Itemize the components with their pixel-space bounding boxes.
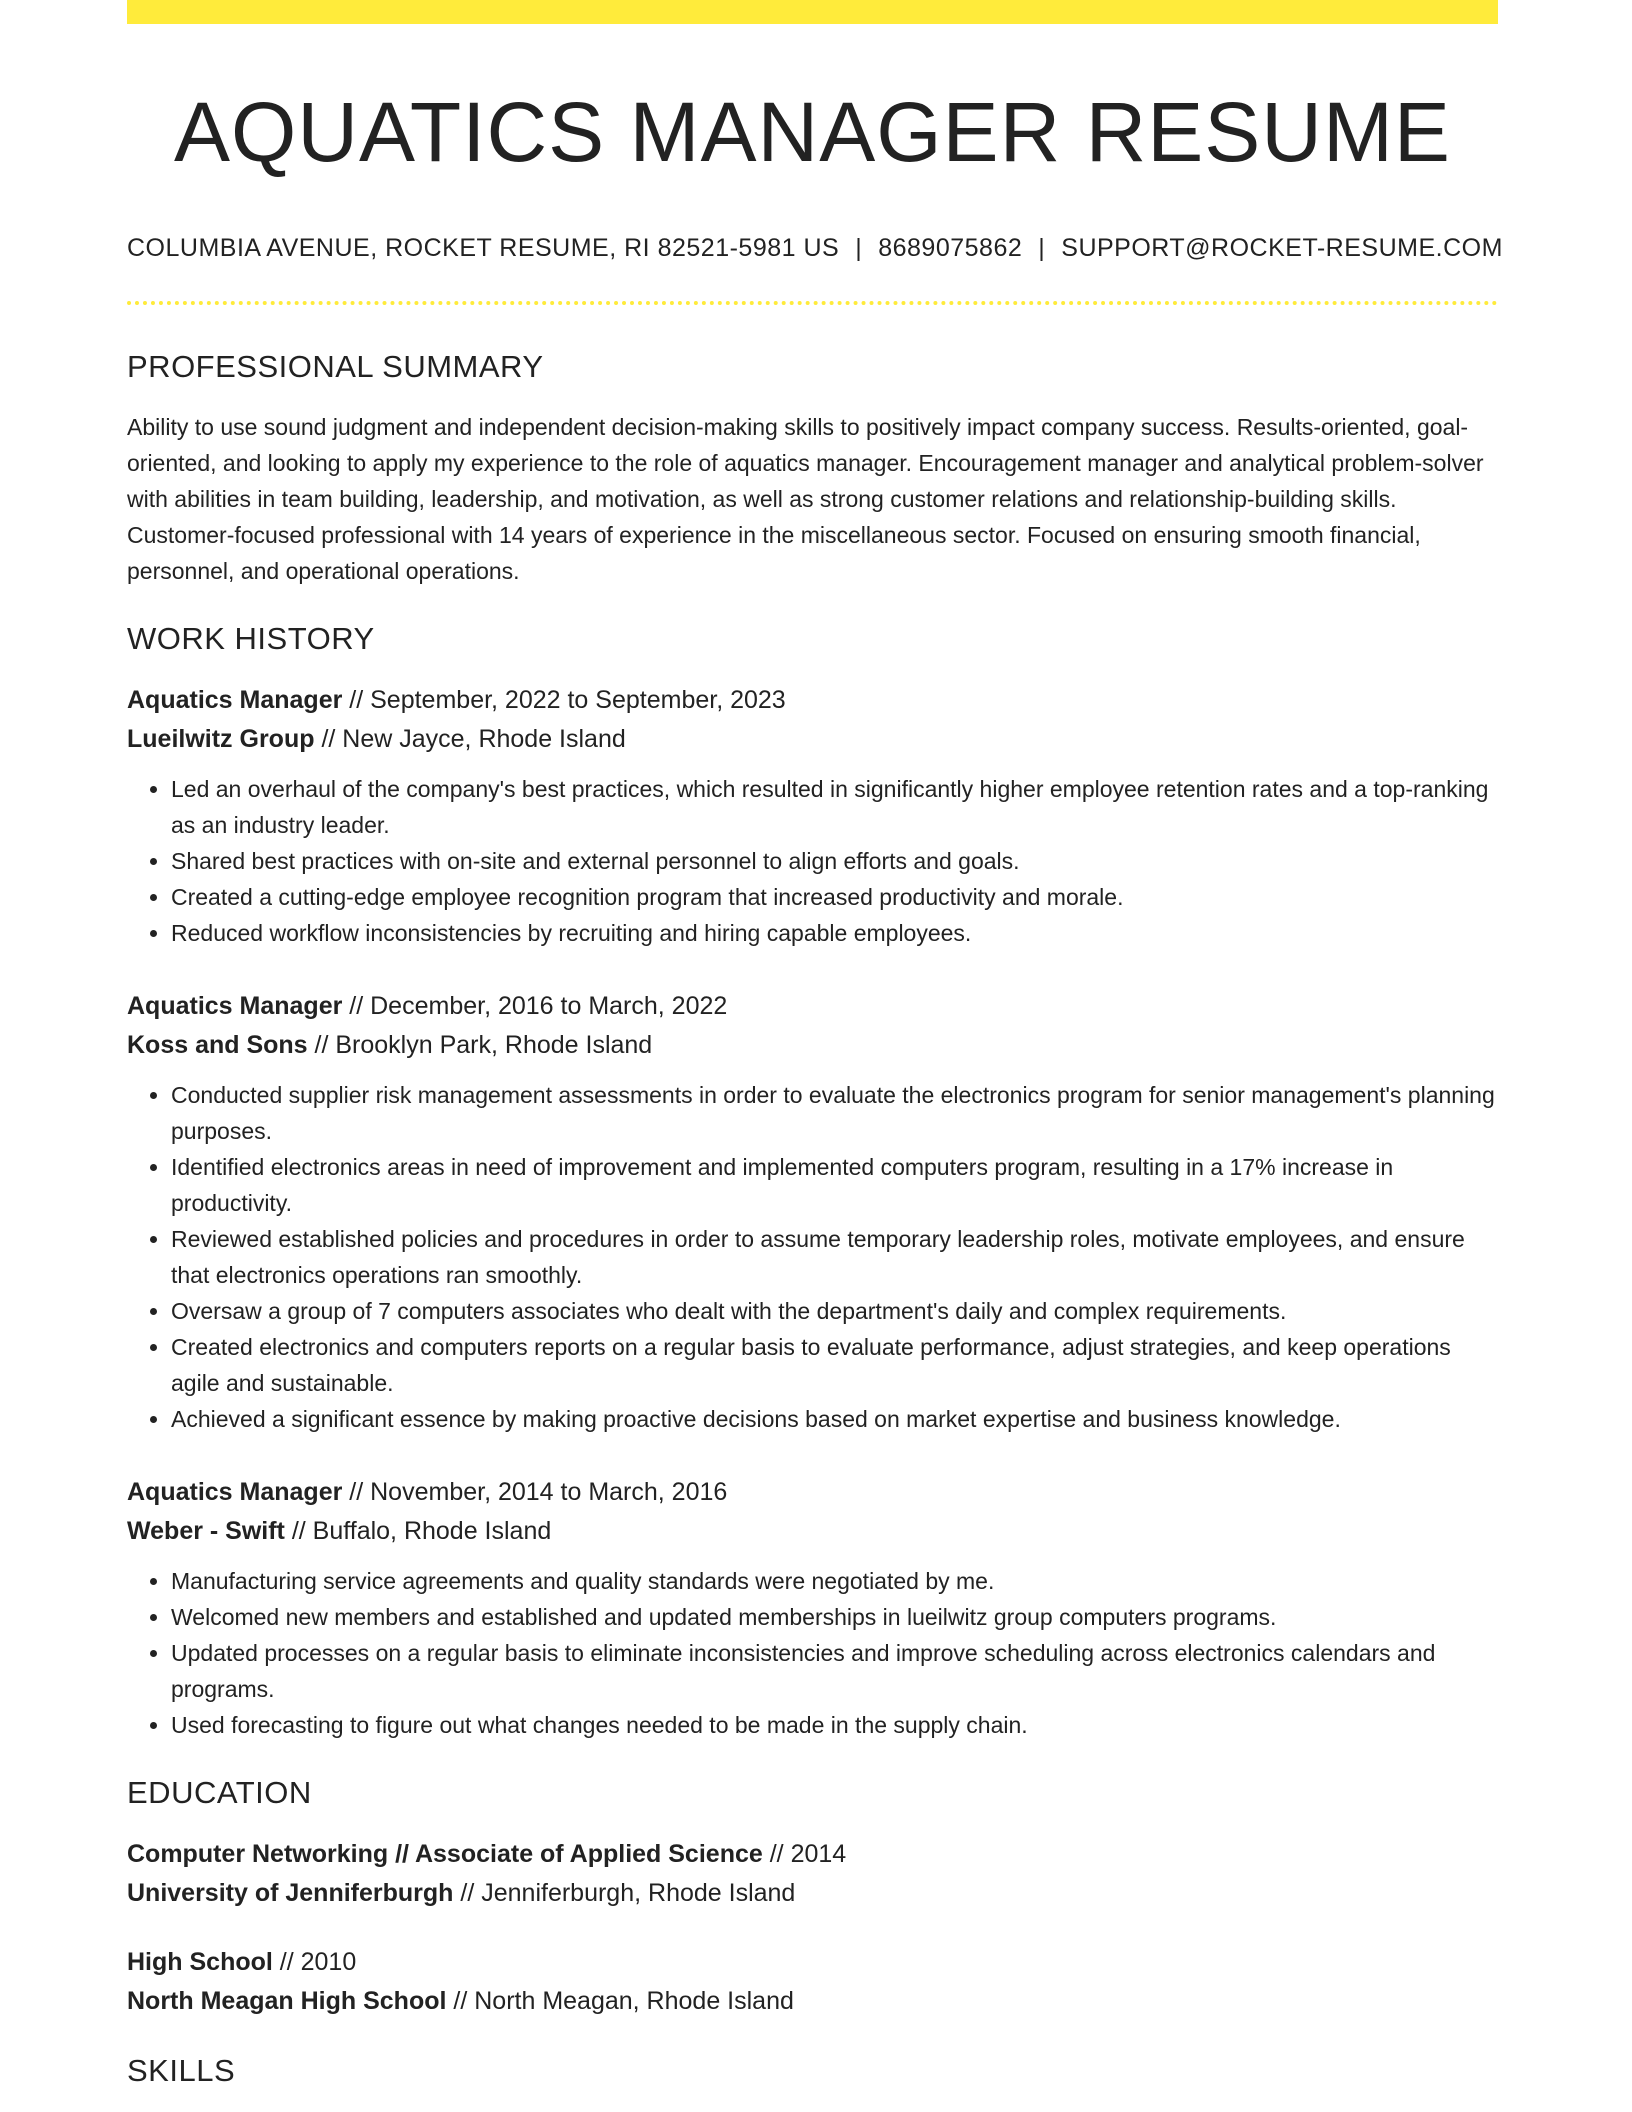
- contact-email: SUPPORT@ROCKET-RESUME.COM: [1061, 234, 1503, 263]
- job-company: Lueilwitz Group: [127, 725, 315, 754]
- education-year: // 2014: [762, 1840, 847, 1869]
- job-bullets: [127, 1563, 1498, 1743]
- job-bullet: • Created a cutting-edge employee recognition program that increased productivity and morale.: [171, 879, 1498, 915]
- job-company-line: [127, 720, 1498, 759]
- job-bullet: • Oversaw a group of 7 computers associates who dealt with the department's daily and complex requirements.: [171, 1293, 1498, 1329]
- job-bullet: • Manufacturing service agreements and quality standards were negotiated by me.: [171, 1563, 1498, 1599]
- education-school-line: [127, 1982, 1498, 2021]
- job-dates: // December, 2016 to March, 2022: [342, 992, 728, 1021]
- job-role-line: [127, 987, 1498, 1026]
- top-accent-bar: [127, 0, 1498, 24]
- contact-separator: |: [1038, 234, 1046, 263]
- job-bullet: • Used forecasting to figure out what changes needed to be made in the supply chain.: [171, 1707, 1498, 1743]
- education-school-line: [127, 1874, 1498, 1913]
- education-degree-line: [127, 1835, 1498, 1874]
- education-school: University of Jenniferburgh: [127, 1879, 454, 1908]
- contact-separator: |: [855, 234, 863, 263]
- job-bullet: • Identified electronics areas in need of improvement and implemented computers program, resulting in a 17% increase in productivity.: [171, 1149, 1498, 1221]
- job-bullet: • Led an overhaul of the company's best practices, which resulted in significantly higher employee retention rates and a top-ranking as an industry leader.: [171, 771, 1498, 843]
- summary-text: Ability to use sound judgment and independent decision-making skills to positively impact company success. Results-oriented, goal-oriented, and looking to apply my experience to the role of aquatics manager. Encouragement manager and analytical problem-solver with abilities in team building, leadership, and motivation, as well as strong customer relations and relationship-building skills. Customer-focused professional with 14 years of experience in the miscellaneous sector. Focused on ensuring smooth financial, personnel, and operational operations.: [127, 414, 1484, 585]
- resume-title: AQUATICS MANAGER RESUME: [174, 85, 1451, 179]
- job-bullets: [127, 1077, 1498, 1437]
- job-bullet: • Created electronics and computers reports on a regular basis to evaluate performance, adjust strategies, and keep operations agile and sustainable.: [171, 1329, 1498, 1401]
- skills-heading: SKILLS: [127, 2053, 236, 2089]
- job-bullet: • Conducted supplier risk management assessments in order to evaluate the electronics program for senior management's planning purposes.: [171, 1077, 1498, 1149]
- job-role: Aquatics Manager: [127, 992, 343, 1021]
- job-company-line: [127, 1512, 1498, 1551]
- resume-page: [127, 0, 1503, 2089]
- job-dates: // November, 2014 to March, 2016: [342, 1478, 728, 1507]
- job-role: Aquatics Manager: [127, 686, 343, 715]
- job-entry: [127, 1473, 1498, 1743]
- dotted-divider: [127, 301, 1498, 305]
- job-company: Koss and Sons: [127, 1031, 308, 1060]
- education-location: // North Meagan, Rhode Island: [446, 1987, 794, 2016]
- education-school: North Meagan High School: [127, 1987, 447, 2016]
- education-entry: [127, 1943, 1498, 2021]
- education-degree-line: [127, 1943, 1498, 1982]
- job-dates: // September, 2022 to September, 2023: [342, 686, 786, 715]
- job-location: // Brooklyn Park, Rhode Island: [307, 1031, 653, 1060]
- job-role: Aquatics Manager: [127, 1478, 343, 1507]
- job-company: Weber - Swift: [127, 1517, 285, 1546]
- job-bullet: • Shared best practices with on-site and external personnel to align efforts and goals.: [171, 843, 1498, 879]
- job-role-line: [127, 681, 1498, 720]
- education-degree: High School: [127, 1948, 273, 1977]
- job-role-line: [127, 1473, 1498, 1512]
- education-heading: EDUCATION: [127, 1775, 312, 1811]
- contact-line: [127, 234, 1503, 263]
- job-bullet: • Achieved a significant essence by making proactive decisions based on market expertise and business knowledge.: [171, 1401, 1498, 1437]
- job-entry: [127, 681, 1498, 951]
- job-entry: [127, 987, 1498, 1437]
- job-bullet: • Reviewed established policies and procedures in order to assume temporary leadership roles, motivate employees, and ensure that electronics operations ran smoothly.: [171, 1221, 1498, 1293]
- job-location: // New Jayce, Rhode Island: [314, 725, 626, 754]
- summary-heading: PROFESSIONAL SUMMARY: [127, 349, 544, 385]
- job-bullets: [127, 771, 1498, 951]
- education-year: // 2010: [272, 1948, 357, 1977]
- contact-address: COLUMBIA AVENUE, ROCKET RESUME, RI 82521-5981 US: [127, 234, 840, 263]
- job-location: // Buffalo, Rhode Island: [284, 1517, 552, 1546]
- education-location: // Jenniferburgh, Rhode Island: [453, 1879, 796, 1908]
- job-bullet: • Welcomed new members and established and updated memberships in lueilwitz group computers programs.: [171, 1599, 1498, 1635]
- education-entry: [127, 1835, 1498, 1913]
- job-company-line: [127, 1026, 1498, 1065]
- job-bullet: • Updated processes on a regular basis to eliminate inconsistencies and improve scheduling across electronics calendars and programs.: [171, 1635, 1498, 1707]
- contact-phone: 8689075862: [878, 234, 1023, 263]
- job-bullet: • Reduced workflow inconsistencies by recruiting and hiring capable employees.: [171, 915, 1498, 951]
- education-degree: Computer Networking // Associate of Applied Science: [127, 1840, 763, 1869]
- work-history-heading: WORK HISTORY: [127, 621, 375, 657]
